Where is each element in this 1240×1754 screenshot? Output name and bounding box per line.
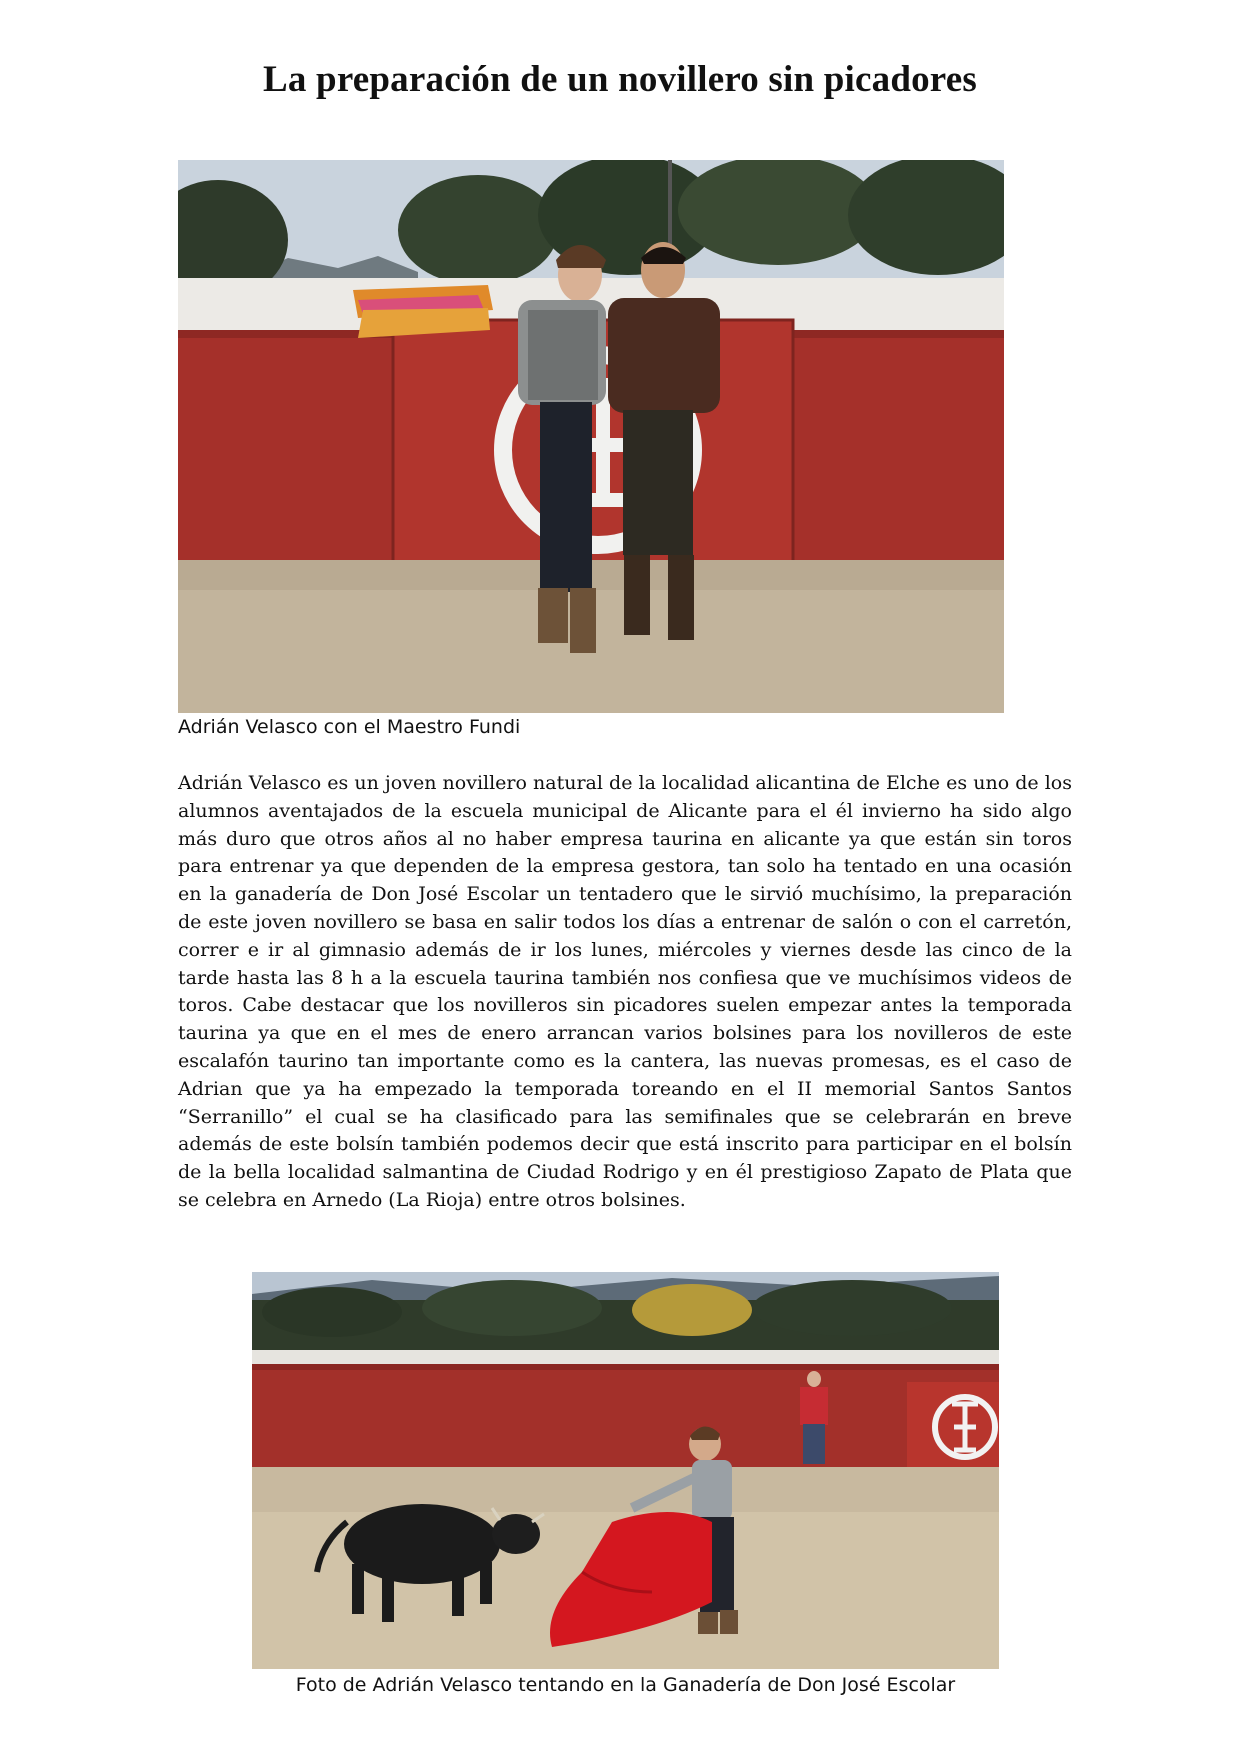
- photo-bullring-portrait-image: [178, 160, 1004, 713]
- photo-bullring-portrait: [178, 160, 1004, 713]
- photo2-caption: Foto de Adrián Velasco tentando en la Ganadería de Don José Escolar: [295, 1674, 956, 1696]
- photo-tentadero-image: [252, 1272, 999, 1669]
- article-body: Adrián Velasco es un joven novillero natural de la localidad alicantina de Elche es uno de los alumnos aventajados de la escuela municipal de Alicante para el él invierno ha sido algo más duro que otros años al no haber empresa taurina en alicante ya que están sin toros para entrenar ya que dependen de la empresa gestora, tan solo ha tentado en una ocasión en la ganadería de Don José Escolar un tentadero que le sirvió muchísimo, la preparación de este joven novillero se basa en salir todos los días a entrenar de salón o con el carretón, correr e ir al gimnasio además de ir los lunes, miércoles y viernes desde las cinco de la tarde hasta las 8 h a la escuela taurina también nos confiesa que ve muchísimos videos de toros. Cabe destacar que los novilleros sin picadores suelen empezar antes la temporada taurina ya que en el mes de enero arrancan varios bolsines para los novilleros de este escalafón taurino tan importante como es la cantera, las nuevas promesas, es el caso de Adrian que ya ha empezado la temporada toreando en el II memorial Santos Santos “Serranillo” el cual se ha clasificado para las semifinales que se celebrarán en breve además de este bolsín también podemos decir que está inscrito para participar en el bolsín de la bella localidad salmantina de Ciudad Rodrigo y en él prestigioso Zapato de Plata que se celebra en Arnedo (La Rioja) entre otros bolsines.: [178, 772, 1072, 1211]
- photo1-caption: Adrián Velasco con el Maestro Fundi: [178, 716, 521, 738]
- article-title: La preparación de un novillero sin picadores: [263, 59, 977, 100]
- photo-tentadero: [252, 1272, 999, 1669]
